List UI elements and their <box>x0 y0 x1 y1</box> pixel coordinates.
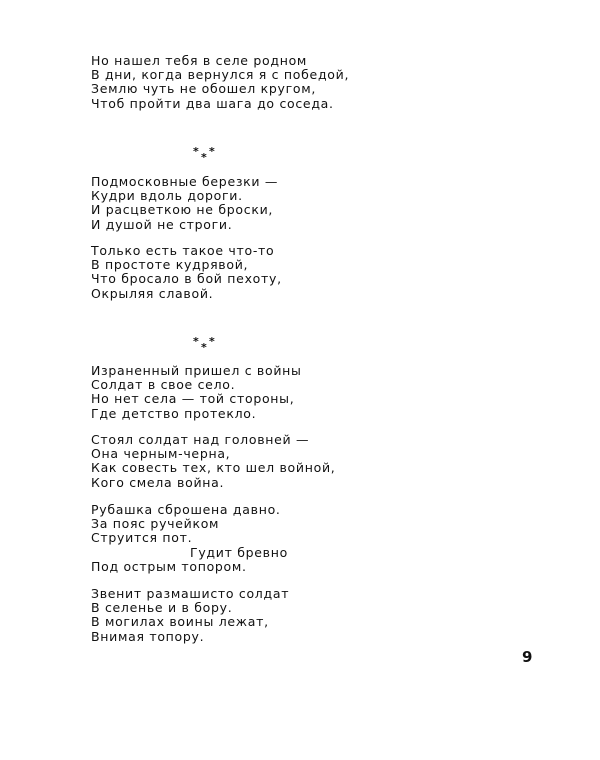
asterisk: * <box>193 335 199 348</box>
poem-line: И душой не строги. <box>91 216 233 232</box>
poem-line: Под острым топором. <box>91 558 247 574</box>
poem3-stanza2 <box>91 433 335 490</box>
asterisk: * <box>201 151 207 164</box>
poem-line: Окрыляя славой. <box>91 285 214 301</box>
poem-line: Только есть такое что-то <box>91 243 275 258</box>
stanza-opening <box>91 54 349 111</box>
page-number: 9 <box>522 648 533 666</box>
asterism-separator <box>193 335 233 354</box>
poem-line: В простоте кудрявой, <box>91 257 249 273</box>
poem-line: И расцветкою не броски, <box>91 202 274 218</box>
poem-line: Звенит размашисто солдат <box>91 586 290 601</box>
asterisk: * <box>201 341 207 354</box>
poem-line: Рубашка сброшена давно. <box>91 502 281 517</box>
poem-line: Струится пот. <box>91 530 193 546</box>
poem-line: Но нет села — той стороны, <box>91 391 295 407</box>
poem-line: Землю чуть не обошел кругом, <box>91 81 317 97</box>
asterisk: * <box>209 335 215 348</box>
poem-line: В могилах воины лежат, <box>91 614 269 630</box>
poem-line: Внимая топору. <box>91 628 205 644</box>
asterism-separator <box>193 145 233 164</box>
poem-line: Стоял солдат над головней — <box>91 432 310 447</box>
poem-line: Она черным-черна, <box>91 446 231 462</box>
poem-line: Подмосковные березки — <box>91 174 279 189</box>
poem2-stanza2 <box>91 244 282 301</box>
poem3-stanza3 <box>91 503 288 574</box>
poem-line: Как совесть тех, кто шел войной, <box>91 460 336 476</box>
asterisk: * <box>209 145 215 158</box>
poem-line: Что бросало в бой пехоту, <box>91 271 282 287</box>
poem-line: За пояс ручейком <box>91 516 220 532</box>
poem-line: Кого смела война. <box>91 474 225 490</box>
poem-line-indented: Гудит бревно <box>190 544 288 560</box>
poem3-stanza4 <box>91 587 289 644</box>
poem-line: В селенье и в бору. <box>91 600 233 616</box>
poem-line: Израненный пришел с войны <box>91 363 302 378</box>
poem-line: Где детство протекло. <box>91 405 257 421</box>
poem2-stanza1 <box>91 175 278 232</box>
poem-line: Кудри вдоль дороги. <box>91 188 243 204</box>
asterisk: * <box>193 145 199 158</box>
poem-line: Чтоб пройти два шага до соседа. <box>91 95 334 111</box>
poem-line: Солдат в свое село. <box>91 377 236 393</box>
poem-line: В дни, когда вернулся я с победой, <box>91 67 350 83</box>
poem3-stanza1 <box>91 364 302 421</box>
poem-line: Но нашел тебя в селе родном <box>91 53 308 68</box>
